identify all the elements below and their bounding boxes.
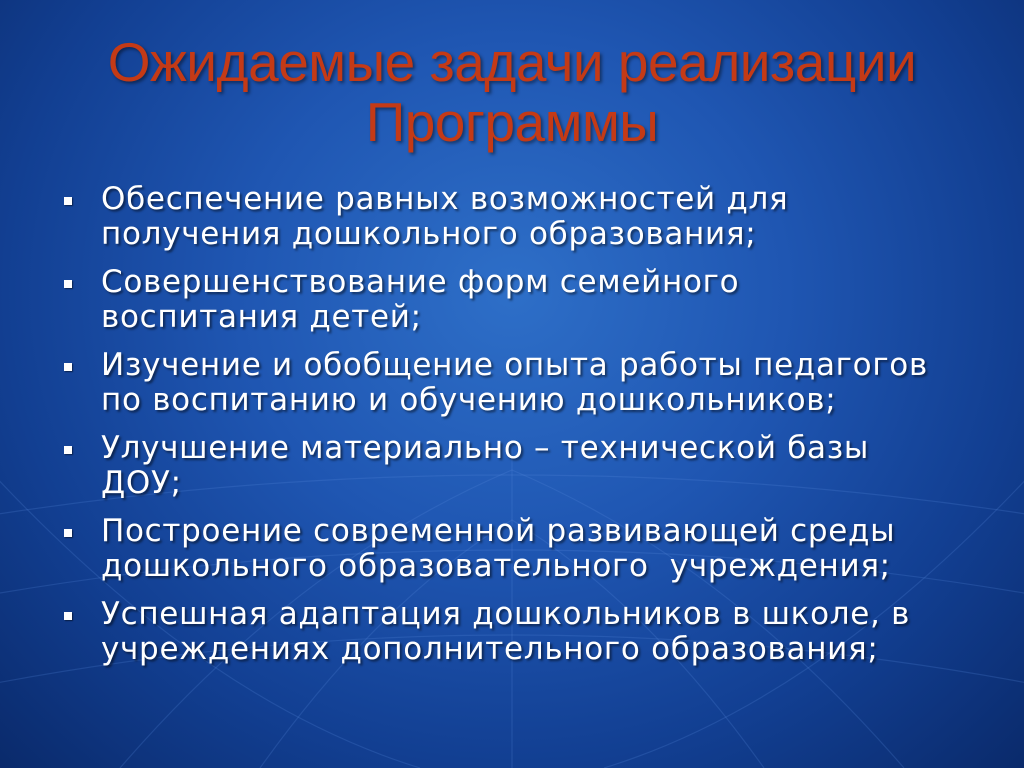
bullet-text-line: ДОУ; (101, 464, 182, 501)
bullet-text-line: Построение современной развивающей среды (101, 513, 896, 549)
title-line: Программы (365, 91, 659, 153)
square-bullet-icon (64, 363, 72, 371)
bullet-text-line: учреждениях дополнительного образования; (101, 630, 879, 667)
bullet-item (0, 597, 981, 666)
bullet-text-line: воспитания детей; (101, 298, 422, 335)
bullet-text-line: Совершенствование форм семейного (101, 264, 740, 300)
bullet-text-line: получения дошкольного образования; (101, 215, 757, 252)
bullet-list (0, 182, 1024, 680)
bullet-item (0, 182, 981, 251)
bullet-item (0, 431, 981, 500)
bullet-text-line: Изучение и обобщение опыта работы педагогов (101, 347, 928, 383)
square-bullet-icon (64, 446, 72, 454)
bullet-text-line: Улучшение материально – технической базы (101, 430, 870, 466)
bullet-item (0, 348, 981, 417)
square-bullet-icon (64, 197, 72, 205)
title-line: Ожидаемые задачи реализации (107, 31, 917, 93)
square-bullet-icon (64, 280, 72, 288)
bullet-text-line: по воспитанию и обучению дошкольников; (101, 381, 837, 418)
bullet-item (0, 265, 981, 334)
bullet-text-line: Успешная адаптация дошкольников в школе, в (101, 596, 911, 632)
bullet-item (0, 514, 981, 583)
square-bullet-icon (64, 612, 72, 620)
square-bullet-icon (64, 529, 72, 537)
bullet-text-line: Обеспечение равных возможностей для (101, 181, 789, 217)
bullet-text-line: дошкольного образовательного учреждения; (101, 547, 891, 584)
slide-title (0, 32, 1024, 152)
